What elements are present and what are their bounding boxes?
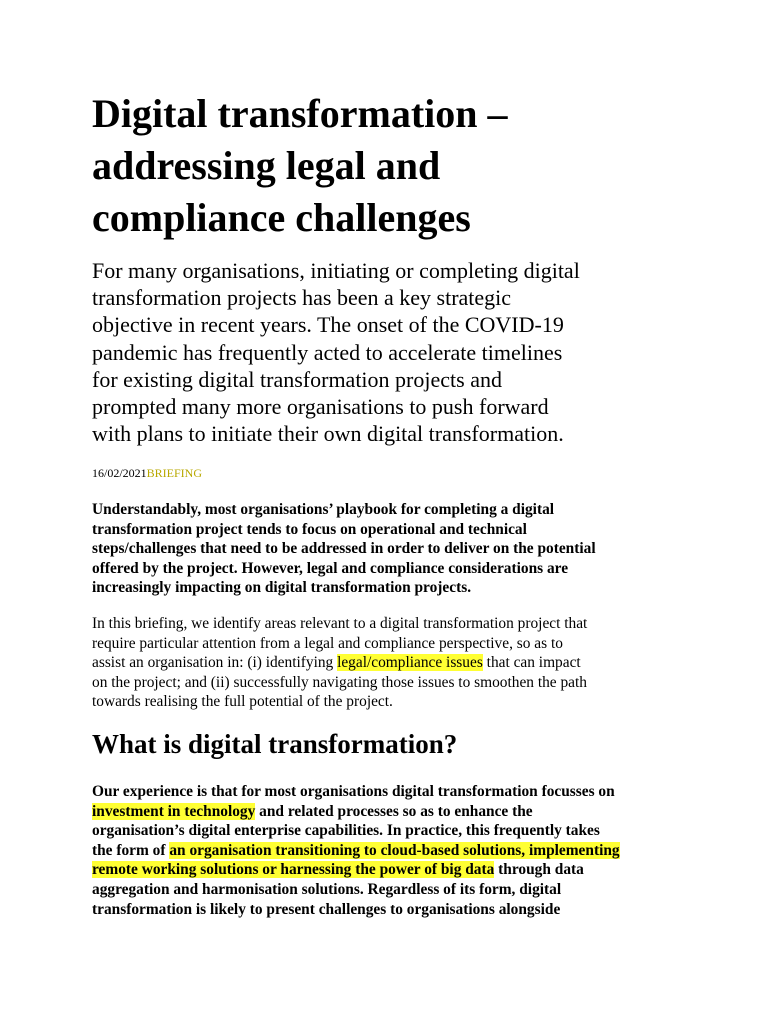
text-segment: assist an organisation in: (i) identifying	[92, 654, 338, 672]
lead-line: objective in recent years. The onset of the COVID-19	[92, 312, 564, 338]
highlighted-text: legal/compliance issues	[337, 654, 483, 672]
paragraph-line: aggregation and harmonisation solutions. Regardless of its form, digital	[92, 880, 562, 898]
paragraph-line: In this briefing, we identify areas relevant to a digital transformation project that	[92, 615, 588, 632]
article-lead	[92, 257, 692, 447]
paragraph-line: organisation’s digital enterprise capabilities. In practice, this frequently takes	[92, 822, 600, 840]
lead-line: transformation projects has been a key strategic	[92, 285, 512, 311]
lead-line: prompted many more organisations to push forward	[92, 394, 549, 420]
title-line: compliance challenges	[92, 195, 471, 240]
paragraph-intro	[92, 500, 692, 598]
section-heading: What is digital transformation?	[92, 729, 458, 759]
paragraph-line	[92, 802, 692, 822]
paragraph-line	[92, 860, 692, 880]
lead-line: with plans to initiate their own digital transformation.	[92, 421, 564, 447]
highlighted-text: investment in technology	[92, 802, 256, 820]
publish-date: 16/02/2021	[92, 466, 147, 480]
paragraph-line: offered by the project. However, legal and compliance considerations are	[92, 559, 569, 577]
paragraph-line: steps/challenges that need to be addressed in order to deliver on the potential	[92, 540, 596, 558]
lead-line: pandemic has frequently acted to accelerate timelines	[92, 339, 563, 365]
article-title	[92, 88, 692, 244]
paragraph-line: towards realising the full potential of the project.	[92, 693, 393, 711]
paragraph-line: transformation project tends to focus on operational and technical	[92, 520, 527, 538]
text-segment: and related processes so as to enhance the	[255, 802, 533, 820]
paragraph-line: Our experience is that for most organisations digital transformation focusses on	[92, 783, 615, 800]
paragraph-line	[92, 841, 692, 861]
paragraph-line: require particular attention from a legal and compliance perspective, so as to	[92, 634, 563, 652]
lead-line: For many organisations, initiating or completing digital	[92, 258, 580, 283]
highlighted-text: remote working solutions or harnessing the power of big data	[92, 861, 495, 879]
paragraph-line	[92, 653, 692, 673]
paragraph-line: transformation is likely to present challenges to organisations alongside	[92, 900, 561, 918]
text-segment: the form of	[92, 841, 170, 859]
highlighted-text: an organisation transitioning to cloud-based solutions, implementing	[169, 841, 620, 859]
text-segment: that can impact	[482, 654, 581, 672]
paragraph-line: on the project; and (ii) successfully navigating those issues to smoothen the path	[92, 673, 587, 691]
article-meta	[92, 465, 202, 481]
lead-line: for existing digital transformation projects and	[92, 366, 502, 392]
title-line: addressing legal and	[92, 143, 441, 188]
category-link[interactable]: BRIEFING	[146, 466, 203, 480]
paragraph-definition	[92, 782, 692, 919]
text-segment: through data	[494, 861, 584, 879]
paragraph-briefing	[92, 614, 692, 712]
paragraph-line: Understandably, most organisations’ playbook for completing a digital	[92, 501, 555, 518]
paragraph-line: increasingly impacting on digital transformation projects.	[92, 579, 472, 597]
title-line: Digital transformation –	[92, 91, 508, 136]
